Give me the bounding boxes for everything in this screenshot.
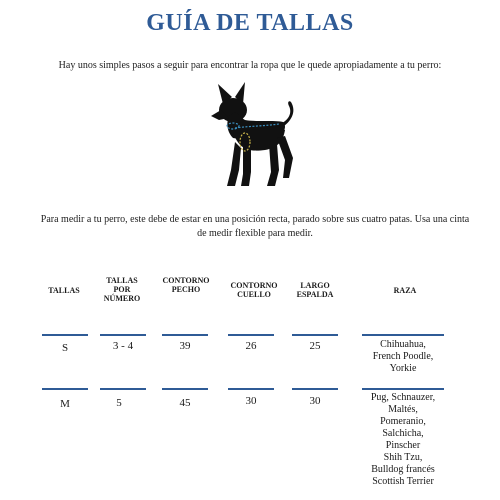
raza-item: Yorkie: [389, 363, 417, 374]
line-s-talla: [42, 334, 88, 336]
cell-s-pecho: 39: [179, 340, 191, 352]
line-s-numero: [100, 334, 146, 336]
line-m-raza: [362, 388, 444, 390]
line-s-espalda: [292, 334, 338, 336]
cell-s-talla: S: [61, 342, 69, 354]
measure-instructions: Para medir a tu perro, este debe de estar en una posición recta, parado sobre sus cuatro patas. Usa una cinta de medir flexible para medir.: [40, 214, 470, 239]
header-contorno-pecho: CONTORNO PECHO: [162, 276, 210, 294]
cell-s-razas: [348, 339, 458, 375]
raza-item: Maltés,: [388, 404, 418, 415]
intro-text: Hay unos simples pasos a seguir para encontrar la ropa que le quede apropiadamente a tu perro:: [58, 60, 442, 71]
line-m-numero: [100, 388, 146, 390]
header-largo-espalda: LARGO ESPALDA: [296, 281, 334, 299]
cell-m-talla: M: [60, 398, 70, 410]
line-s-pecho: [162, 334, 208, 336]
raza-item: French Poodle,: [372, 351, 434, 362]
header-contorno-cuello: CONTORNO CUELLO: [230, 281, 278, 299]
raza-item: Bulldog francés: [371, 464, 435, 475]
raza-item: Pomeranio,: [380, 416, 426, 427]
line-m-cuello: [228, 388, 274, 390]
raza-item: Salchicha,: [382, 428, 424, 439]
line-s-raza: [362, 334, 444, 336]
cell-s-espalda: 25: [309, 340, 321, 352]
header-tallas-numero: TALLAS POR NÚMERO: [103, 276, 141, 303]
raza-item: Scottish Terrier: [372, 476, 434, 487]
raza-item: Chihuahua,: [380, 339, 426, 350]
line-m-pecho: [162, 388, 208, 390]
line-s-cuello: [228, 334, 274, 336]
page-title: GUÍA DE TALLAS: [146, 10, 354, 36]
cell-s-numero: 3 - 4: [112, 340, 134, 352]
raza-item: Pinscher: [385, 440, 421, 451]
cell-m-numero: 5: [116, 397, 122, 409]
header-raza: RAZA: [393, 286, 417, 295]
cell-m-espalda: 30: [309, 395, 321, 407]
cell-m-pecho: 45: [179, 397, 191, 409]
dog-silhouette-icon: [205, 82, 305, 190]
line-m-talla: [42, 388, 88, 390]
header-tallas: TALLAS: [48, 286, 80, 295]
cell-m-razas: [348, 392, 458, 488]
line-m-espalda: [292, 388, 338, 390]
raza-item: Shih Tzu,: [383, 452, 423, 463]
cell-s-cuello: 26: [245, 340, 257, 352]
cell-m-cuello: 30: [245, 395, 257, 407]
raza-item: Pug, Schnauzer,: [370, 392, 436, 403]
